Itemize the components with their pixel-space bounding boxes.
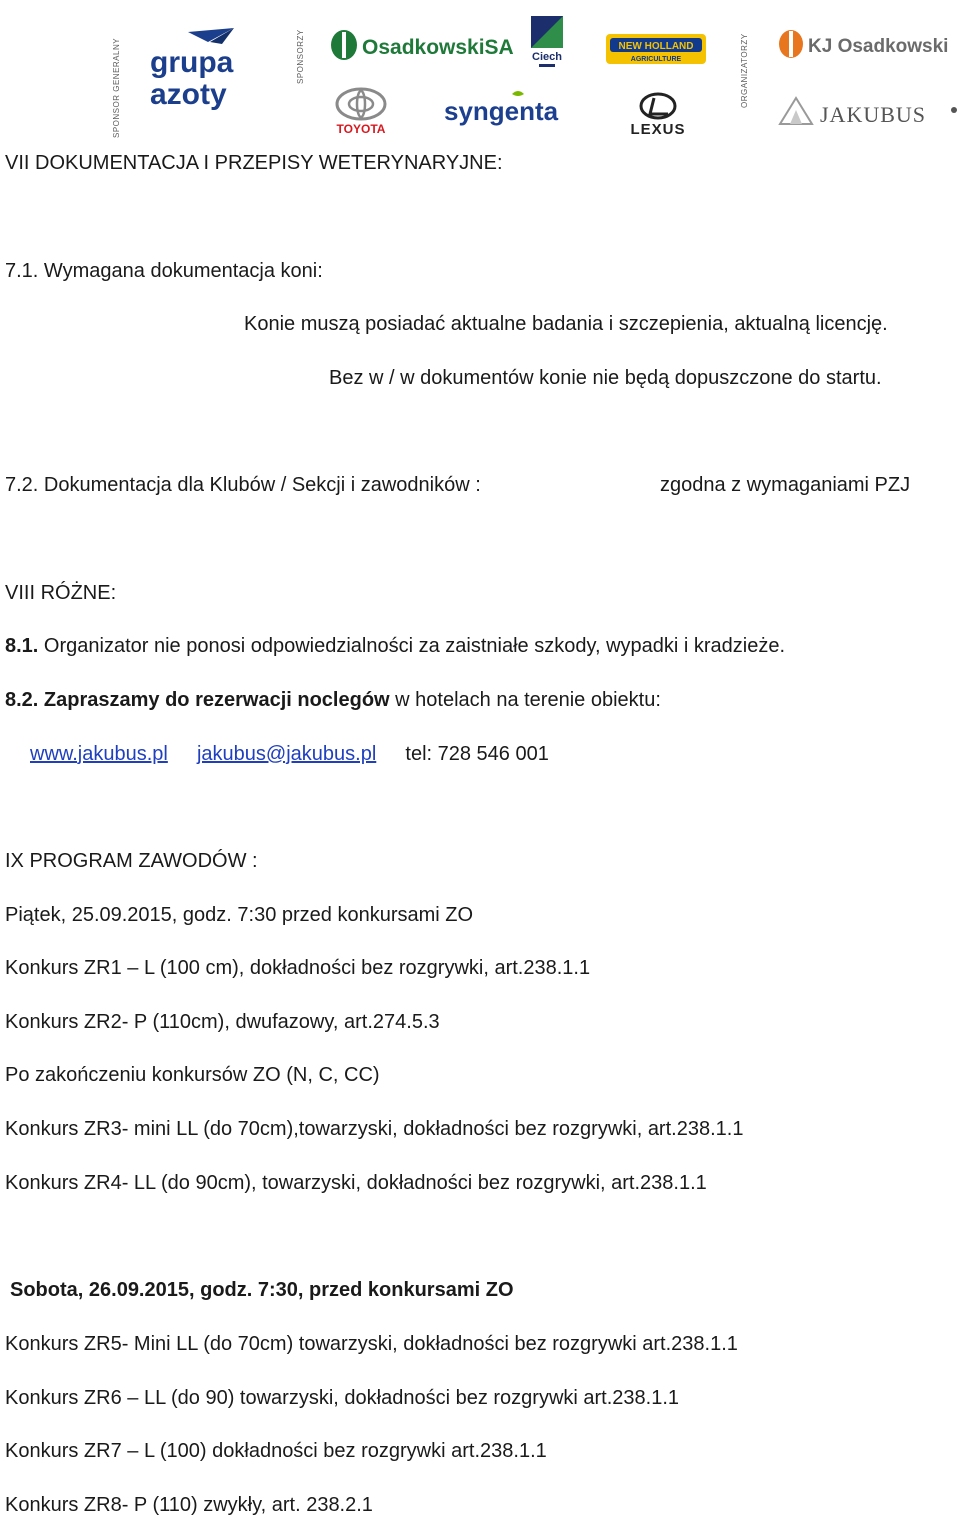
konkurs-zr5: Konkurs ZR5- Mini LL (do 70cm) towarzyski, dokładności bez rozgrywki art.238.1.1 [5, 1333, 738, 1355]
friday-schedule: Piątek, 25.09.2015, godz. 7:30 przed konkursami ZO [5, 904, 474, 926]
item-8-2 [5, 687, 661, 713]
grupa-text: grupa [150, 46, 234, 79]
jakubus-text: JAKUBUS [820, 102, 927, 127]
konkurs-zr8: Konkurs ZR8- P (110) zwykły, art. 238.2.1 [5, 1494, 373, 1516]
section-8-heading: VIII RÓŻNE: [5, 582, 117, 604]
item-7-1-title: 7.1. Wymagana dokumentacja koni: [5, 260, 323, 282]
item-7-2-colon: : [469, 474, 481, 496]
konkurs-zr4: Konkurs ZR4- LL (do 90cm), towarzyski, dokładności bez rozgrywki, art.238.1.1 [5, 1172, 707, 1194]
ciech-text: Ciech [532, 51, 562, 63]
sponsors-label: SPONSORZY [296, 29, 305, 84]
saturday-schedule: Sobota, 26.09.2015, godz. 7:30, przed konkursami ZO [10, 1279, 514, 1301]
item-8-1 [5, 633, 785, 659]
ciech-logo [527, 14, 567, 72]
sponsor-logo-bar [0, 0, 960, 145]
syngenta-logo [442, 90, 562, 130]
sponsor-general-label: SPONSOR GENERALNY [112, 37, 121, 138]
osadkowski-sa-text: OsadkowskiSA [362, 36, 514, 59]
new-holland-logo [606, 34, 706, 64]
toyota-text: TOYOTA [336, 122, 386, 136]
kj-osadkowski-text: KJ Osadkowski [808, 36, 949, 57]
agriculture-text: AGRICULTURE [630, 56, 682, 63]
email-link[interactable]: jakubus@jakubus.pl [196, 743, 377, 765]
jakubus-logo [776, 92, 958, 132]
osadkowski-sa-logo [330, 28, 514, 62]
item-8-2-text: w hotelach na terenie obiektu: [389, 689, 661, 711]
konkurs-zr6: Konkurs ZR6 – LL (do 90) towarzyski, dokładności bez rozgrywki art.238.1.1 [5, 1387, 680, 1409]
konkurs-zr2: Konkurs ZR2- P (110cm), dwufazowy, art.274.5.3 [5, 1011, 440, 1033]
konkurs-zr1: Konkurs ZR1 – L (100 cm), dokładności bez rozgrywki, art.238.1.1 [5, 957, 591, 979]
lexus-logo [608, 92, 708, 136]
konkurs-zr3: Konkurs ZR3- mini LL (do 70cm),towarzyski, dokładności bez rozgrywki, art.238.1.1 [5, 1118, 744, 1140]
item-8-1-number: 8.1. [5, 635, 39, 657]
item-7-2-value: zgodna z wymaganiami PZJ [660, 474, 911, 496]
new-holland-text: NEW HOLLAND [618, 41, 694, 52]
phone-text: tel: 728 546 001 [405, 743, 549, 765]
section-9-heading: IX PROGRAM ZAWODÓW : [5, 850, 258, 872]
item-8-2-bold: 8.2. Zapraszamy do rezerwacji noclegów [5, 689, 390, 711]
syngenta-text: syngenta [444, 96, 559, 126]
contact-row [30, 741, 549, 767]
lexus-text: LEXUS [630, 121, 686, 138]
website-link[interactable]: www.jakubus.pl [30, 743, 168, 765]
konkurs-zr7: Konkurs ZR7 – L (100) dokładności bez rozgrywki art.238.1.1 [5, 1440, 547, 1462]
azoty-text: azoty [150, 78, 227, 111]
grupa-azoty-logo [148, 28, 278, 111]
item-8-1-text: Organizator nie ponosi odpowiedzialności za zaistniałe szkody, wypadki i kradzieże. [38, 635, 786, 657]
toyota-logo [332, 88, 390, 136]
after-zo-note: Po zakończeniu konkursów ZO (N, C, CC) [5, 1064, 380, 1086]
kj-osadkowski-logo [778, 28, 949, 60]
section-7-heading: VII DOKUMENTACJA I PRZEPISY WETERYNARYJNE: [5, 152, 503, 174]
item-7-2-row [5, 472, 481, 498]
item-7-1-line-2: Bez w / w dokumentów konie nie będą dopuszczone do startu. [329, 367, 882, 389]
item-7-2-title: 7.2. Dokumentacja dla Klubów / Sekcji i zawodników [5, 474, 470, 496]
organizers-label: ORGANIZATORZY [740, 33, 749, 108]
item-7-1-line-1: Konie muszą posiadać aktualne badania i szczepienia, aktualną licencję. [244, 313, 888, 335]
